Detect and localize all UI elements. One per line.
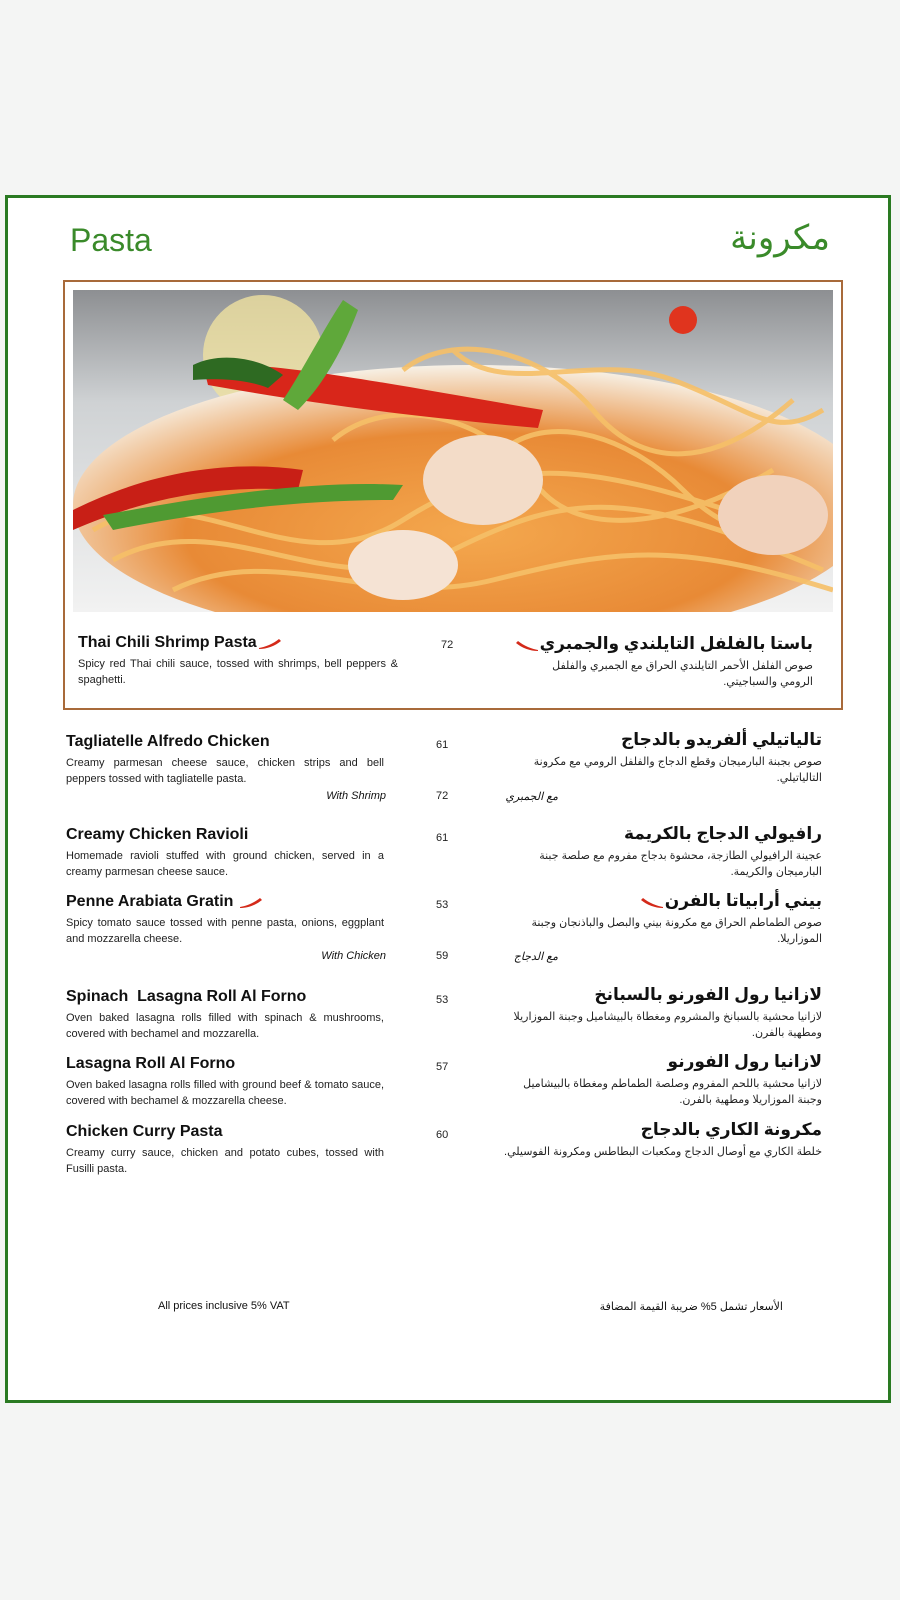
menu-item-chicken-curry-en[interactable] <box>66 1123 384 1177</box>
item-desc-en: Oven baked lasagna rolls filled with spinach & mushrooms, covered with bechamel and mozzarella. <box>66 1012 384 1040</box>
item-name-en: Lasagna Roll Al Forno <box>66 1055 236 1072</box>
chili-icon <box>639 895 665 909</box>
item-desc-en: Creamy parmesan cheese sauce, chicken strips and bell peppers tossed with tagliatelle pasta. <box>66 757 384 785</box>
chili-icon <box>238 895 264 909</box>
item-desc-ar: لازانيا محشية باللحم المفروم وصلصة الطماطم ومغطاة بالبيشاميل وجبنة الموزاريلا ومطهية بالفرن. <box>523 1078 822 1106</box>
item-name-ar: تالياتيلي ألفريدو بالدجاج <box>620 730 822 749</box>
item-name-en: Spinach Lasagna Roll Al Forno <box>66 988 307 1005</box>
item-desc-ar: صوص بجبنة البارميجان وقطع الدجاج والفلفل الرومي مع مكرونة التالياتيلي. <box>533 756 822 784</box>
menu-item-tagliatelle-en[interactable] <box>66 733 384 787</box>
item-price: 57 <box>436 1061 449 1073</box>
item-desc-en: Oven baked lasagna rolls filled with ground beef & tomato sauce, covered with bechamel & mozzarella cheese. <box>66 1079 384 1107</box>
item-name-en: Tagliatelle Alfredo Chicken <box>66 733 270 750</box>
chili-icon <box>514 638 540 652</box>
item-name-en: Penne Arabiata Gratin <box>66 893 384 911</box>
vat-note-en: All prices inclusive 5% VAT <box>158 1300 290 1312</box>
menu-item-lasagna-en[interactable] <box>66 1055 384 1109</box>
item-desc-en: Spicy tomato sauce tossed with penne pasta, onions, eggplant and mozzarella cheese. <box>66 917 384 945</box>
vat-note-ar: الأسعار تشمل 5% ضريبة القيمة المضافة <box>599 1301 783 1313</box>
item-desc-ar: صوص الطماطم الحراق مع مكرونة بيني والبصل والباذنجان وجبنة الموزاريلا. <box>531 917 822 945</box>
page-title-en: Pasta <box>70 222 152 258</box>
item-price: 72 <box>441 639 454 651</box>
menu-item-spinach-lasagna-en[interactable] <box>66 988 384 1042</box>
item-price: 61 <box>436 832 449 844</box>
item-price: 61 <box>436 739 449 751</box>
menu-item-penne-en[interactable] <box>66 893 384 947</box>
item-name-ar: باستا بالفلفل التايلندي والجمبري <box>535 634 813 654</box>
variant-label-en: With Chicken <box>321 950 386 962</box>
menu-item-spinach-lasagna-ar[interactable] <box>498 985 822 1041</box>
menu-item-lasagna-ar[interactable] <box>498 1052 822 1108</box>
item-desc-ar: خلطة الكاري مع أوصال الدجاج ومكعبات البطاطس ومكرونة الفوسيلي. <box>504 1146 822 1158</box>
variant-price: 72 <box>436 790 449 802</box>
item-price: 60 <box>436 1129 449 1141</box>
menu-item-chicken-curry-ar[interactable] <box>498 1120 822 1160</box>
item-price: 53 <box>436 899 449 911</box>
item-desc-ar: صوص الفلفل الأحمر التايلندي الحراق مع الجمبري والفلفل الرومي والسباجيتي. <box>552 660 813 688</box>
menu-item-tagliatelle-ar[interactable] <box>498 730 822 786</box>
page-title-ar: مكرونة <box>730 219 830 257</box>
item-name-ar: مكرونة الكاري بالدجاج <box>640 1120 822 1139</box>
item-desc-ar: عجينة الرافيولي الطازجة، محشوة بدجاج مفروم مع صلصة جبنة البارميجان والكريمة. <box>539 850 822 878</box>
item-desc-ar: لازانيا محشية بالسبانخ والمشروم ومغطاة بالبيشاميل وجبنة الموزاريلا ومطهية بالفرن. <box>513 1011 822 1039</box>
featured-item-en <box>78 634 398 688</box>
variant-label-ar: مع الجمبري <box>505 791 558 803</box>
item-desc-en: Creamy curry sauce, chicken and potato cubes, tossed with Fusilli pasta. <box>66 1147 384 1175</box>
variant-price: 59 <box>436 950 449 962</box>
featured-item[interactable] <box>63 280 843 710</box>
menu-item-ravioli-en[interactable] <box>66 826 384 880</box>
featured-item-ar <box>535 634 813 690</box>
pasta-photo <box>73 290 833 612</box>
item-name-ar: بيني أرابياتا بالفرن <box>498 891 822 911</box>
item-name-ar: لازانيا رول الفورنو <box>667 1052 822 1071</box>
variant-label-en: With Shrimp <box>326 790 386 802</box>
item-name-en: Chicken Curry Pasta <box>66 1123 223 1140</box>
item-desc-en: Homemade ravioli stuffed with ground chicken, served in a creamy parmesan cheese sauce. <box>66 850 384 878</box>
menu-page <box>5 195 891 1403</box>
item-name-en: Creamy Chicken Ravioli <box>66 826 249 843</box>
menu-item-ravioli-ar[interactable] <box>498 824 822 880</box>
chili-icon <box>257 636 283 650</box>
item-name-ar: رافيولي الدجاج بالكريمة <box>624 824 822 843</box>
item-name-en: Thai Chili Shrimp Pasta <box>78 634 398 652</box>
variant-label-ar: مع الدجاج <box>513 951 558 963</box>
menu-item-penne-ar[interactable] <box>498 891 822 947</box>
item-price: 53 <box>436 994 449 1006</box>
item-name-ar: لازانيا رول الفورنو بالسبانخ <box>594 985 822 1004</box>
item-desc-en: Spicy red Thai chili sauce, tossed with shrimps, bell peppers & spaghetti. <box>78 658 398 686</box>
